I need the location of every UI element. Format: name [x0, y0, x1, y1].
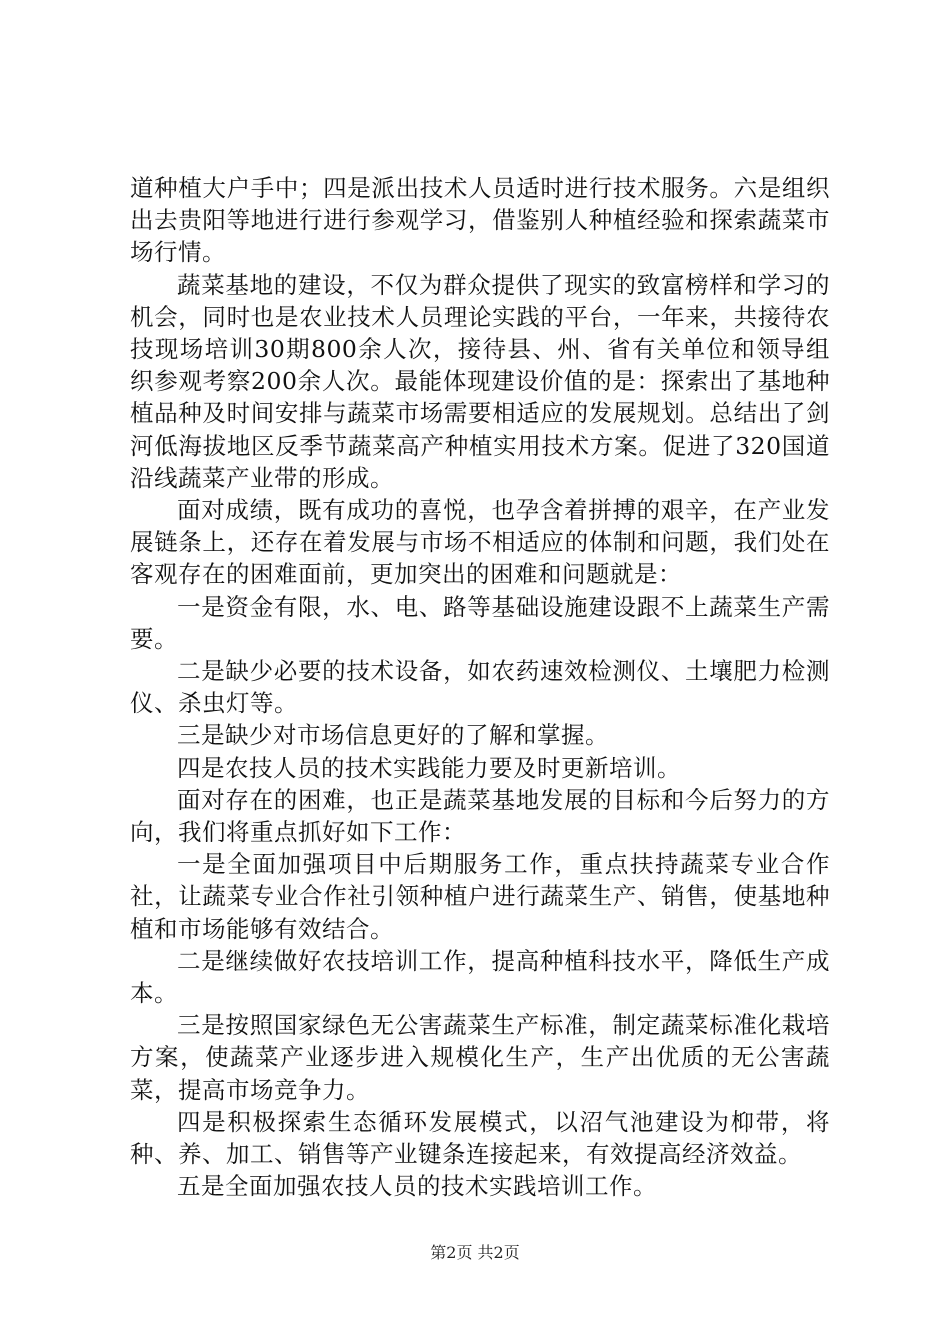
paragraph-4: 一是资金有限，水、电、路等基础设施建设跟不上蔬菜生产需要。 — [130, 592, 830, 653]
paragraph-9: 一是全面加强项目中后期服务工作，重点扶持蔬菜专业合作社，让蔬菜专业合作社引领种植户进行蔬菜生产、销售，使基地种植和市场能够有效结合。 — [130, 850, 830, 943]
document-body — [130, 172, 830, 1203]
paragraph-3: 面对成绩，既有成功的喜悦，也孕含着拼搏的艰辛，在产业发展链条上，还存在着发展与市场不相适应的体制和问题，我们处在客观存在的困难面前，更加突出的困难和问题就是： — [130, 496, 830, 589]
paragraph-11: 三是按照国家绿色无公害蔬菜生产标准，制定蔬菜标准化栽培方案，使蔬菜产业逐步进入规模化生产，生产出优质的无公害蔬菜，提高市场竞争力。 — [130, 1011, 830, 1104]
paragraph-10: 二是继续做好农技培训工作，提高种植科技水平，降低生产成本。 — [130, 946, 830, 1008]
paragraph-2: 蔬菜基地的建设，不仅为群众提供了现实的致富榜样和学习的机会，同时也是农业技术人员理论实践的平台，一年来，共接待农技现场培训30期800余人次，接待县、州、省有关单位和领导组织参观考察200余人次。最能体现建设价值的是：探索出了基地种植品种及时间安排与蔬菜市场需要相适应的发展规划。总结出了剑河低海拔地区反季节蔬菜高产种植实用技术方案。促进了320国道沿线蔬菜产业带的形成。 — [130, 270, 830, 492]
paragraph-1: 道种植大户手中；四是派出技术人员适时进行技术服务。六是组织出去贵阳等地进行进行参观学习，借鉴别人种植经验和探索蔬菜市场行情。 — [130, 174, 830, 267]
paragraph-6: 三是缺少对市场信息更好的了解和掌握。 — [177, 721, 609, 750]
paragraph-13: 五是全面加强农技人员的技术实践培训工作。 — [177, 1172, 657, 1201]
paragraph-5: 二是缺少必要的技术设备，如农药速效检测仪、土壤肥力检测仪、杀虫灯等。 — [130, 657, 830, 718]
paragraph-7: 四是农技人员的技术实践能力要及时更新培训。 — [177, 753, 681, 782]
page-number-footer: 第2页 共2页 — [430, 1243, 520, 1262]
paragraph-8: 面对存在的困难，也正是蔬菜基地发展的目标和今后努力的方向，我们将重点抓好如下工作： — [130, 785, 830, 847]
paragraph-12: 四是积极探索生态循环发展模式，以沼气池建设为枊带，将种、养、加工、销售等产业键条连接起来，有效提高经济效益。 — [130, 1107, 830, 1169]
